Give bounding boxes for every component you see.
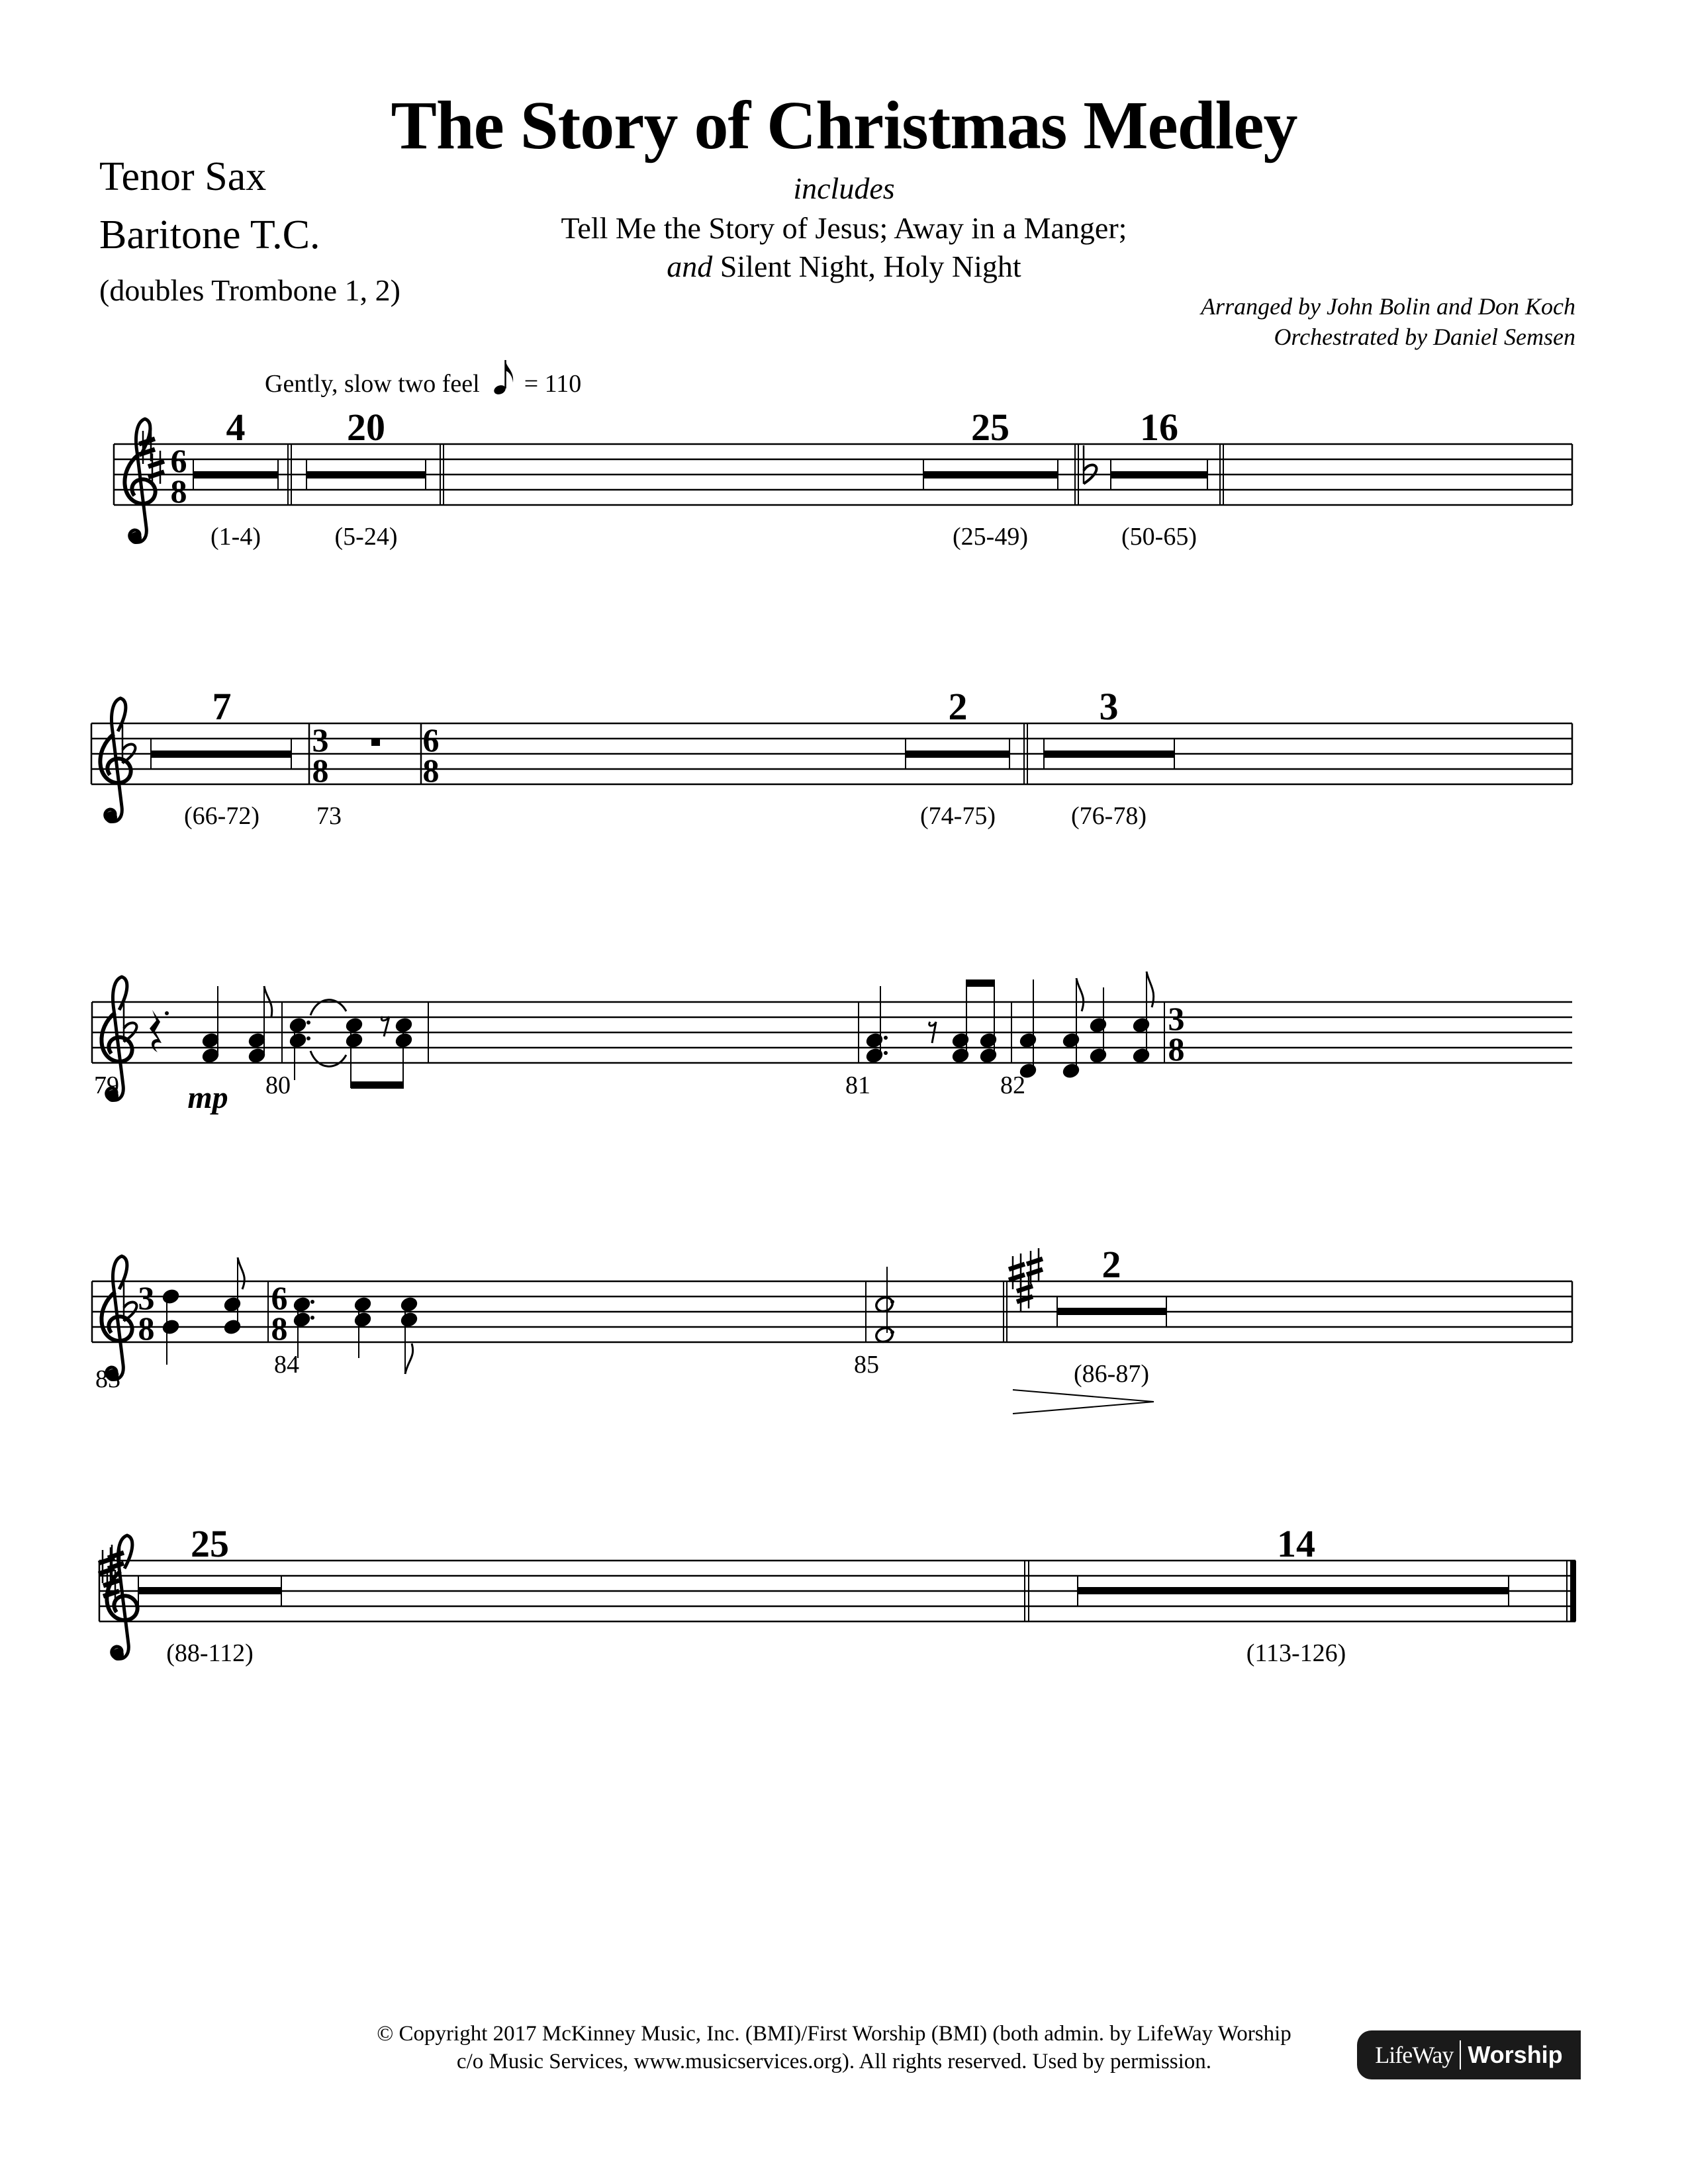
svg-text:8: 8 bbox=[170, 473, 187, 510]
staff-system-5 bbox=[99, 1522, 1576, 1667]
multi-measure-rest bbox=[1057, 1243, 1166, 1388]
svg-text:(88-112): (88-112) bbox=[166, 1639, 254, 1667]
svg-text:(25-49): (25-49) bbox=[953, 523, 1028, 551]
instrument-name-alt: Baritone T.C. bbox=[99, 212, 320, 257]
staff-system-4 bbox=[92, 1243, 1572, 1414]
logo-worship: Worship bbox=[1468, 2041, 1563, 2068]
multi-measure-rest bbox=[151, 685, 291, 830]
svg-text:6: 6 bbox=[170, 442, 187, 479]
final-barline bbox=[1570, 1561, 1576, 1621]
tempo-value: = 110 bbox=[524, 370, 582, 398]
svg-text:4: 4 bbox=[226, 406, 246, 449]
included-songs-line-1: Tell Me the Story of Jesus; Away in a Manger; bbox=[561, 211, 1127, 245]
svg-text:80: 80 bbox=[265, 1071, 291, 1099]
svg-text:(76-78): (76-78) bbox=[1071, 802, 1147, 830]
song-silent-night: Silent Night, Holy Night bbox=[712, 250, 1021, 283]
instrument-name: Tenor Sax bbox=[99, 154, 267, 199]
multi-measure-rest bbox=[193, 406, 278, 551]
flat-icon bbox=[122, 725, 135, 763]
includes-label: includes bbox=[793, 171, 895, 205]
instrument-doubling-note: (doubles Trombone 1, 2) bbox=[99, 273, 400, 307]
svg-text:84: 84 bbox=[274, 1351, 299, 1379]
whole-rest-icon bbox=[371, 739, 380, 746]
svg-text:79: 79 bbox=[94, 1071, 119, 1099]
flat-icon bbox=[1084, 445, 1096, 484]
sharp-icon bbox=[1009, 1253, 1025, 1289]
orchestrator-credit: Orchestrated by Daniel Semsen bbox=[1274, 324, 1575, 350]
multi-measure-rest bbox=[1078, 1522, 1509, 1667]
svg-text:81: 81 bbox=[845, 1071, 870, 1099]
svg-text:82: 82 bbox=[1000, 1071, 1025, 1099]
svg-text:(66-72): (66-72) bbox=[184, 802, 259, 830]
svg-text:(86-87): (86-87) bbox=[1074, 1360, 1149, 1388]
svg-text:(5-24): (5-24) bbox=[334, 523, 398, 551]
svg-text:3: 3 bbox=[312, 721, 329, 758]
svg-text:14: 14 bbox=[1277, 1522, 1315, 1565]
svg-text:25: 25 bbox=[191, 1522, 229, 1565]
multi-measure-rest bbox=[1111, 406, 1207, 551]
multi-measure-rest bbox=[906, 685, 1009, 830]
svg-text:7: 7 bbox=[212, 685, 232, 728]
multi-measure-rest bbox=[1044, 685, 1174, 830]
eighth-rest-icon bbox=[381, 1017, 389, 1036]
staff-system-3 bbox=[92, 972, 1572, 1115]
copyright-line-2: c/o Music Services, www.musicservices.org). All rights reserved. Used by permission. bbox=[456, 2050, 1212, 2073]
svg-text:20: 20 bbox=[347, 406, 385, 449]
svg-text:8: 8 bbox=[312, 752, 329, 789]
lifeway-worship-logo bbox=[1357, 2030, 1581, 2079]
svg-text:3: 3 bbox=[138, 1279, 155, 1316]
svg-text:8: 8 bbox=[271, 1310, 288, 1347]
dynamic-mp: mp bbox=[187, 1080, 228, 1115]
svg-text:(1-4): (1-4) bbox=[211, 523, 261, 551]
svg-text:73: 73 bbox=[316, 802, 342, 830]
svg-text:6: 6 bbox=[422, 721, 440, 758]
svg-text:85: 85 bbox=[854, 1351, 879, 1379]
svg-text:83: 83 bbox=[95, 1365, 120, 1393]
svg-text:8: 8 bbox=[422, 752, 440, 789]
svg-text:16: 16 bbox=[1140, 406, 1178, 449]
svg-text:8: 8 bbox=[138, 1310, 155, 1347]
svg-text:3: 3 bbox=[1099, 685, 1119, 728]
and-conjunction: and bbox=[667, 250, 713, 283]
quarter-rest-icon bbox=[150, 1010, 162, 1052]
svg-text:25: 25 bbox=[971, 406, 1009, 449]
decrescendo-hairpin bbox=[1013, 1390, 1154, 1414]
svg-text:8: 8 bbox=[1168, 1030, 1185, 1068]
svg-text:(50-65): (50-65) bbox=[1121, 523, 1197, 551]
svg-text:2: 2 bbox=[1102, 1243, 1121, 1286]
page-title: The Story of Christmas Medley bbox=[391, 87, 1297, 163]
svg-text:(113-126): (113-126) bbox=[1246, 1639, 1346, 1667]
flat-icon bbox=[124, 1283, 136, 1321]
staff-system-2 bbox=[91, 685, 1572, 830]
tempo-text: Gently, slow two feel bbox=[265, 370, 480, 398]
multi-measure-rest bbox=[923, 406, 1058, 551]
copyright-line-1: © Copyright 2017 McKinney Music, Inc. (BMI)/First Worship (BMI) (both admin. by LifeWay Worship bbox=[377, 2022, 1291, 2046]
staff-system-1 bbox=[114, 406, 1572, 551]
logo-divider bbox=[1460, 2040, 1461, 2070]
logo-lifeway: LifeWay bbox=[1375, 2042, 1454, 2068]
arranger-credit: Arranged by John Bolin and Don Koch bbox=[1201, 293, 1575, 320]
svg-text:(74-75): (74-75) bbox=[920, 802, 996, 830]
svg-text:6: 6 bbox=[271, 1279, 288, 1316]
multi-measure-rest bbox=[138, 1522, 281, 1667]
copyright-notice bbox=[318, 2020, 1350, 2075]
multi-measure-rest bbox=[306, 406, 426, 551]
svg-text:3: 3 bbox=[1168, 1000, 1185, 1037]
svg-text:2: 2 bbox=[948, 685, 968, 728]
flat-icon bbox=[124, 1003, 136, 1042]
